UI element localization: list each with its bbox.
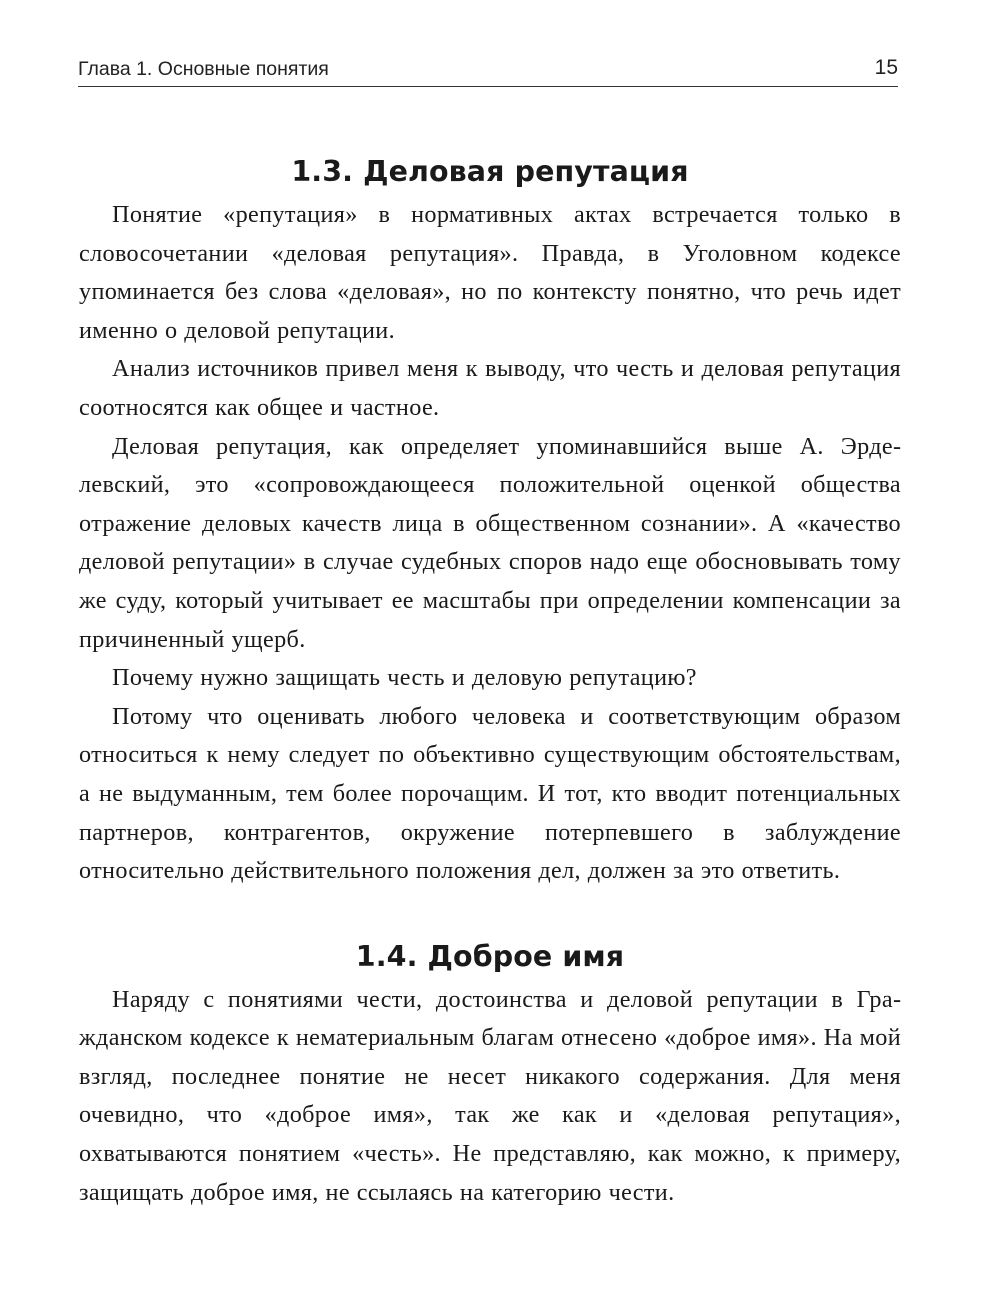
paragraph: Почему нужно защищать честь и деловую репутацию? xyxy=(112,664,697,692)
paragraph: Анализ источников привел меня к выводу, что честь и деловая репутация соотносятся как общее и частное. xyxy=(79,355,901,421)
paragraph: Потому что оценивать любого человека и соответствующим образом относиться к нему следует по объективно существующим обстоятельствам, а не выдуманным, тем более порочащим. И тот, кто вводит потенциальных партнеров, контрагентов, окружение потерпевшего в заблуждение относительно действительного положения дел, должен за это ответить. xyxy=(79,702,901,885)
paragraph: Понятие «репутация» в нормативных актах встречается только в словосочетании «деловая репутация». Правда, в Уголовном кодексе упоминается без слова «деловая», но по контексту понятно, что речь идет именно о деловой репутации. xyxy=(79,201,901,344)
page-number: 15 xyxy=(874,56,898,79)
running-header xyxy=(78,56,898,87)
section-good-name xyxy=(79,933,901,1213)
paragraph: Деловая репутация, как определяет упоминавшийся выше А. Эрделевский, это «сопровождающееся положительной оценкой общества отражение деловых качеств лица в общественном сознании». А «качество деловой репутации» в случае судебных споров надо еще обосновывать тому же суду, который учитывает ее масштабы при определении компенсации за причиненный ущерб. xyxy=(79,432,901,653)
section-title: 1.4. Доброе имя xyxy=(355,939,625,973)
paragraph: Наряду с понятиями чести, достоинства и деловой репутации в Гражданском кодексе к нематериальным благам отнесено «доброе имя». На мой взгляд, последнее понятие не несет никакого содержания. Для меня очевидно, что «доброе имя», так же как и «деловая репутация», охватываются понятием «честь». Не представляю, как можно, к примеру, защищать доброе имя, не ссылаясь на категорию чести. xyxy=(79,985,901,1206)
section-business-reputation xyxy=(79,148,901,891)
page-body xyxy=(79,148,901,1212)
chapter-title: Глава 1. Основные понятия xyxy=(78,58,329,80)
section-title: 1.3. Деловая репутация xyxy=(291,155,689,188)
